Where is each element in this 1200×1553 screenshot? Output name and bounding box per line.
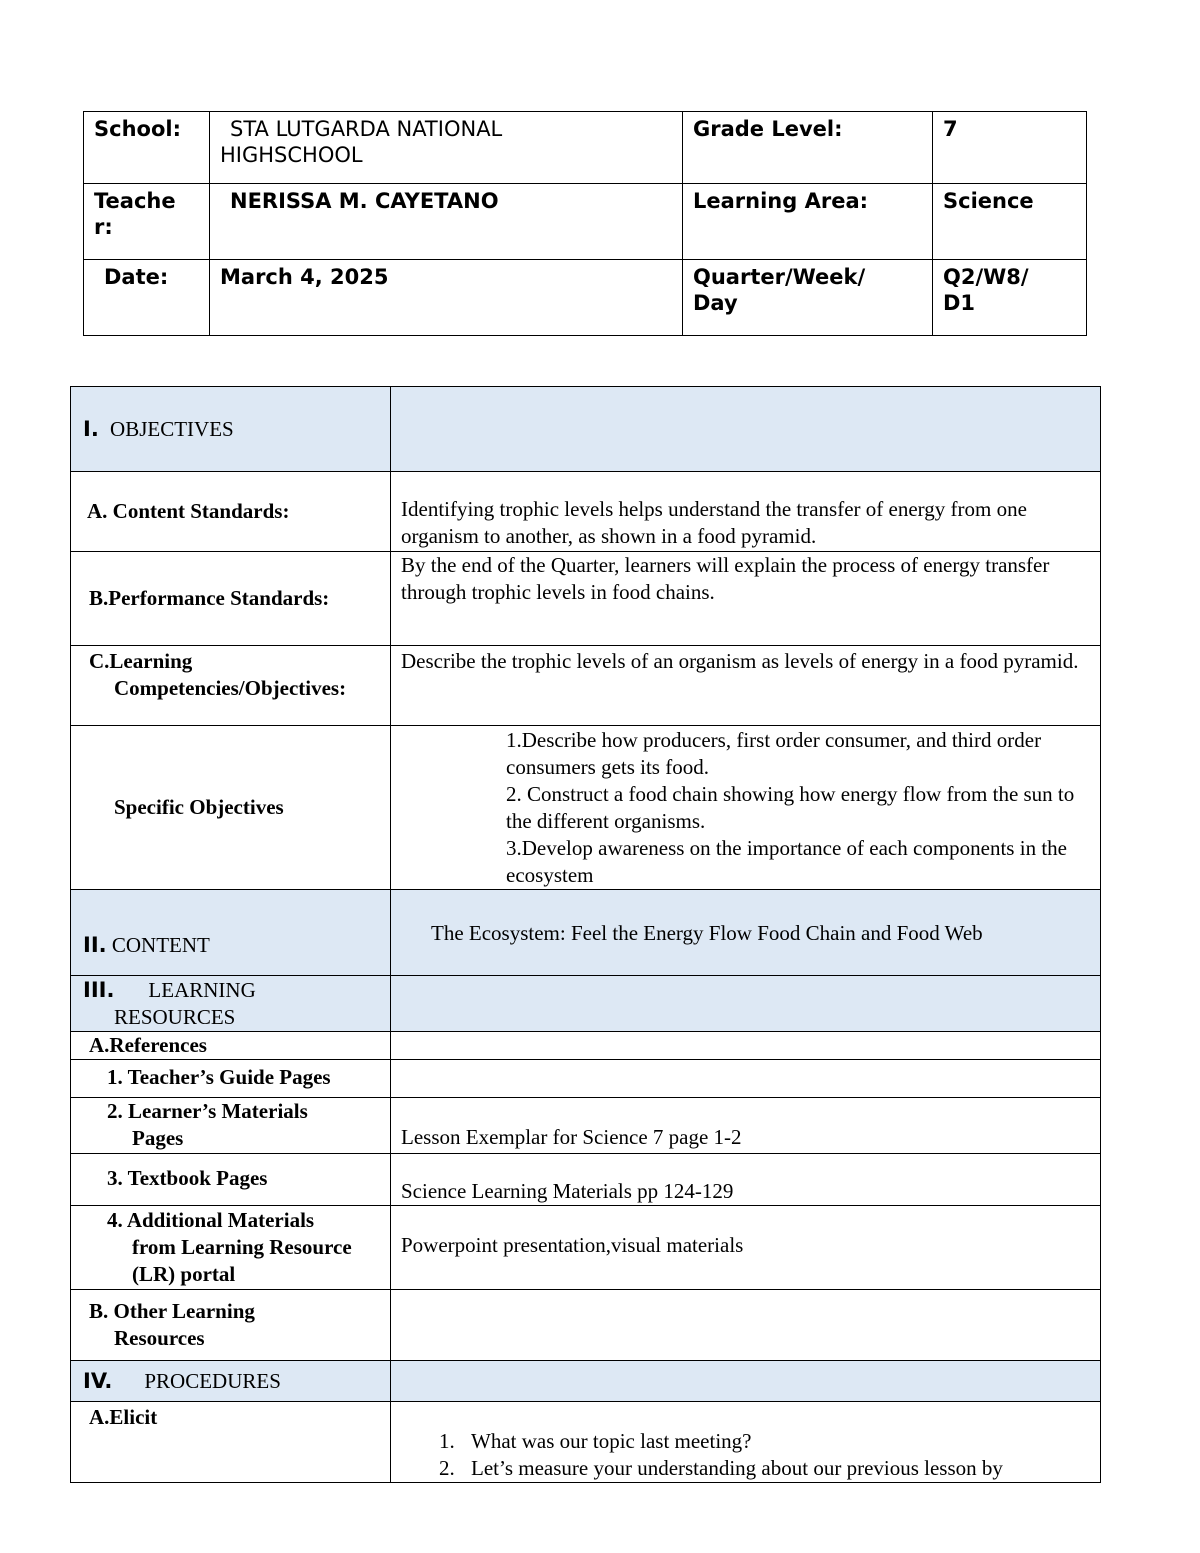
resources-roman: III. [83, 978, 115, 1002]
content-title: CONTENT [111, 933, 210, 957]
elicit-item [391, 1428, 1090, 1455]
content-row [71, 890, 1101, 976]
lm-label-line1: 2. Learner’s Materials [107, 1099, 308, 1123]
specific-objectives-list [391, 726, 1101, 890]
procedures-header [71, 1361, 391, 1402]
teacher-value: NERISSA M. CAYETANO [210, 184, 683, 260]
additional-materials-value: Powerpoint presentation,visual materials [391, 1206, 1101, 1290]
specific-objectives-label: Specific Objectives [71, 726, 391, 890]
lesson-plan-table [70, 386, 1101, 1483]
qwd-label-line2: Day [693, 291, 738, 315]
procedures-header-row [71, 1361, 1101, 1402]
content-value: The Ecosystem: Feel the Energy Flow Food Chain and Food Web [391, 890, 1101, 976]
elicit-item-number: 2. [439, 1456, 455, 1480]
objectives-header-empty [391, 387, 1101, 472]
elicit-item-text: Let’s measure your understanding about our previous lesson by [471, 1456, 1003, 1480]
learning-area-value: Science [933, 184, 1087, 260]
teachers-guide-label: 1. Teacher’s Guide Pages [71, 1060, 391, 1098]
teacher-label [84, 184, 210, 260]
procedures-header-empty [391, 1361, 1101, 1402]
references-value [391, 1032, 1101, 1060]
learners-materials-label [71, 1098, 391, 1154]
performance-standards-value: By the end of the Quarter, learners will explain the process of energy transfer through trophic levels in food chains. [391, 552, 1101, 646]
objectives-header [71, 387, 391, 472]
add-label-line1: 4. Additional Materials [107, 1208, 315, 1232]
resources-header-empty [391, 976, 1101, 1032]
grade-level-label: Grade Level: [683, 112, 933, 184]
qwd-value-line2: D1 [943, 291, 976, 315]
additional-materials-label [71, 1206, 391, 1290]
learners-materials-value: Lesson Exemplar for Science 7 page 1-2 [391, 1098, 1101, 1154]
other-resources-value [391, 1290, 1101, 1361]
other-label-line1: B. Other Learning [89, 1299, 255, 1323]
procedures-roman: IV. [83, 1368, 113, 1393]
learning-competencies-label [71, 646, 391, 726]
resources-title-line1: LEARNING [148, 978, 256, 1002]
specific-objective-item: 1.Describe how producers, first order consumer, and third order consumers gets its food. [506, 728, 1042, 779]
objectives-header-row [71, 387, 1101, 472]
competencies-label-line2: Competencies/Objectives: [114, 676, 347, 700]
other-label-line2: Resources [114, 1326, 205, 1350]
date-label: Date: [84, 260, 210, 336]
other-resources-label [71, 1290, 391, 1361]
content-standards-label: A. Content Standards: [71, 472, 391, 552]
content-header [71, 890, 391, 976]
school-value-line2: HIGHSCHOOL [220, 143, 363, 167]
quarter-week-day-label [683, 260, 933, 336]
references-label: A.References [71, 1032, 391, 1060]
teacher-label-line1: Teache [94, 189, 176, 213]
lm-label-line2: Pages [132, 1126, 184, 1150]
textbook-pages-value: Science Learning Materials pp 124-129 [391, 1154, 1101, 1206]
textbook-pages-label: 3. Textbook Pages [71, 1154, 391, 1206]
elicit-list [391, 1402, 1101, 1483]
resources-header-row [71, 976, 1101, 1032]
quarter-week-day-value [933, 260, 1087, 336]
objectives-title: OBJECTIVES [110, 416, 234, 441]
add-label-line3: (LR) portal [132, 1262, 236, 1286]
resources-header [71, 976, 391, 1032]
grade-level-value: 7 [933, 112, 1087, 184]
specific-objective-item: 3.Develop awareness on the importance of each components in the ecosystem [506, 836, 1067, 887]
teacher-label-line2: r: [94, 215, 113, 239]
objectives-roman: I. [83, 416, 99, 441]
qwd-label-line1: Quarter/Week/ [693, 265, 866, 289]
content-standards-value: Identifying trophic levels helps understand the transfer of energy from one organism to another, as shown in a food pyramid. [391, 472, 1101, 552]
teachers-guide-value [391, 1060, 1101, 1098]
header-info-table [83, 111, 1087, 336]
school-value [210, 112, 683, 184]
qwd-value-line1: Q2/W8/ [943, 265, 1029, 289]
learning-area-label: Learning Area: [683, 184, 933, 260]
elicit-item-number: 1. [439, 1429, 455, 1453]
elicit-label: A.Elicit [71, 1402, 391, 1483]
procedures-title: PROCEDURES [144, 1368, 281, 1393]
add-label-line2: from Learning Resource [132, 1235, 352, 1259]
learning-competencies-value: Describe the trophic levels of an organism as levels of energy in a food pyramid. [391, 646, 1101, 726]
elicit-item-text: What was our topic last meeting? [471, 1429, 752, 1453]
competencies-label-line1: C.Learning [89, 649, 193, 673]
specific-objective-item: 2. Construct a food chain showing how energy flow from the sun to the different organisms. [506, 782, 1075, 833]
elicit-item [391, 1455, 1090, 1482]
content-roman: II. [83, 933, 107, 957]
school-value-line1: STA LUTGARDA NATIONAL [230, 117, 503, 141]
resources-title-line2: RESOURCES [114, 1005, 236, 1029]
school-label: School: [84, 112, 210, 184]
performance-standards-label: B.Performance Standards: [71, 552, 391, 646]
date-value: March 4, 2025 [210, 260, 683, 336]
